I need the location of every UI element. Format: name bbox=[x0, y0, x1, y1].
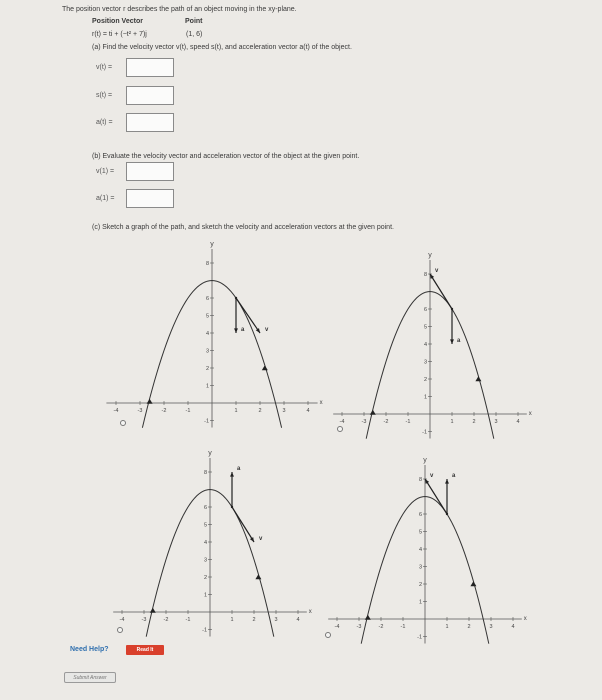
y-tick-label: 2 bbox=[418, 582, 422, 588]
y-tick-label: -1 bbox=[422, 429, 427, 436]
y-tick-label: 4 bbox=[205, 331, 209, 337]
y-tick-label: 4 bbox=[423, 342, 427, 348]
y-tick-label: 5 bbox=[423, 324, 427, 331]
acceleration-vector-label: a bbox=[457, 338, 461, 344]
need-help-label: Need Help? bbox=[70, 646, 109, 653]
acceleration-vector-head bbox=[445, 479, 449, 484]
part-a-prompt: (a) Find the velocity vector v(t), speed s(t), and acceleration vector a(t) of the object. bbox=[92, 44, 352, 51]
y-tick-label: 1 bbox=[203, 592, 207, 599]
read-it-button[interactable]: Read It bbox=[126, 645, 164, 655]
x-tick-label: 2 bbox=[467, 624, 471, 630]
y-tick-label: 6 bbox=[423, 307, 427, 313]
problem-intro: The position vector r describes the path of an object moving in the xy-plane. bbox=[62, 6, 297, 13]
position-vector-header: Position Vector bbox=[92, 18, 143, 25]
y-tick-label: 3 bbox=[205, 348, 209, 355]
x-tick-label: 3 bbox=[494, 419, 498, 425]
x-tick-label: 2 bbox=[252, 617, 256, 623]
y-tick-label: 5 bbox=[205, 313, 209, 320]
point-value: (1, 6) bbox=[186, 31, 203, 38]
y-tick-label: 5 bbox=[203, 522, 207, 529]
y-axis-label: y bbox=[428, 252, 432, 259]
x-tick-label: 3 bbox=[489, 624, 493, 630]
y-axis-label: y bbox=[210, 241, 214, 248]
y-tick-label: 8 bbox=[418, 477, 422, 483]
y-axis-label: y bbox=[423, 457, 427, 464]
x-tick-label: -2 bbox=[378, 624, 384, 630]
x-tick-label: -4 bbox=[113, 408, 119, 414]
y-tick-label: 8 bbox=[203, 470, 207, 476]
speed-label: s(t) = bbox=[96, 92, 113, 99]
x-tick-label: -2 bbox=[383, 419, 389, 425]
acceleration-vector-label: a bbox=[241, 327, 245, 333]
point-header: Point bbox=[185, 18, 203, 25]
direction-arrow bbox=[365, 615, 371, 620]
acceleration-vector-label: a bbox=[237, 466, 241, 472]
y-tick-label: 3 bbox=[423, 359, 427, 366]
velocity-vector-label: v bbox=[430, 473, 434, 479]
y-tick-label: 2 bbox=[423, 377, 427, 383]
x-tick-label: -2 bbox=[161, 408, 167, 414]
x-axis-label: x bbox=[523, 616, 527, 622]
x-axis-label: x bbox=[528, 411, 532, 417]
velocity-vector-label: v bbox=[435, 268, 439, 274]
y-tick-label: 4 bbox=[203, 540, 207, 546]
y-tick-label: 3 bbox=[418, 564, 422, 571]
x-tick-label: 2 bbox=[258, 408, 262, 414]
y-tick-label: 4 bbox=[418, 547, 422, 553]
x-tick-label: -1 bbox=[400, 624, 406, 630]
x-tick-label: 3 bbox=[282, 408, 286, 414]
acceleration-vector-label: a bbox=[452, 473, 456, 479]
x-tick-label: -2 bbox=[163, 617, 169, 623]
velocity-label: v(t) = bbox=[96, 64, 113, 71]
direction-arrow bbox=[470, 581, 476, 586]
velocity-vector-label: v bbox=[265, 327, 269, 333]
x-tick-label: -4 bbox=[119, 617, 125, 623]
y-tick-label: 6 bbox=[205, 296, 209, 302]
x-tick-label: 4 bbox=[511, 624, 515, 630]
x-tick-label: -3 bbox=[141, 617, 147, 623]
x-tick-label: -1 bbox=[185, 408, 191, 414]
velocity-vector-label: v bbox=[259, 536, 263, 542]
y-tick-label: 6 bbox=[203, 505, 207, 511]
x-tick-label: -1 bbox=[405, 419, 411, 425]
x-tick-label: -3 bbox=[356, 624, 362, 630]
y-tick-label: 1 bbox=[423, 394, 427, 401]
y-tick-label: -1 bbox=[417, 634, 422, 641]
y-tick-label: 2 bbox=[203, 575, 207, 581]
acceleration-label: a(t) = bbox=[96, 119, 113, 126]
position-vector-value: r(t) = ti + (−t² + 7)j bbox=[92, 31, 147, 38]
x-tick-label: -3 bbox=[137, 408, 143, 414]
y-tick-label: -1 bbox=[202, 627, 207, 634]
y-tick-label: 1 bbox=[205, 383, 209, 390]
x-tick-label: 2 bbox=[472, 419, 476, 425]
x-tick-label: 4 bbox=[306, 408, 310, 414]
x-axis-label: x bbox=[308, 609, 312, 615]
y-tick-label: 2 bbox=[205, 366, 209, 372]
x-tick-label: -4 bbox=[339, 419, 345, 425]
x-tick-label: 4 bbox=[296, 617, 300, 623]
y-tick-label: 8 bbox=[205, 261, 209, 267]
y-tick-label: -1 bbox=[204, 418, 209, 425]
x-tick-label: 1 bbox=[230, 617, 234, 623]
x-tick-label: 1 bbox=[234, 408, 238, 414]
y-axis-label: y bbox=[208, 450, 212, 457]
y-tick-label: 5 bbox=[418, 529, 422, 536]
x-tick-label: 3 bbox=[274, 617, 278, 623]
x-tick-label: -1 bbox=[185, 617, 191, 623]
y-tick-label: 1 bbox=[418, 599, 422, 606]
x-tick-label: 1 bbox=[445, 624, 449, 630]
submit-answer-button[interactable]: Submit Answer bbox=[64, 672, 116, 683]
velocity-at-1-label: v(1) = bbox=[96, 168, 115, 175]
x-tick-label: 1 bbox=[450, 419, 454, 425]
part-b-prompt: (b) Evaluate the velocity vector and acceleration vector of the object at the given point. bbox=[92, 153, 360, 160]
y-tick-label: 3 bbox=[203, 557, 207, 564]
graph-option-4-radio[interactable] bbox=[325, 632, 331, 638]
part-c-prompt: (c) Sketch a graph of the path, and sketch the velocity and acceleration vectors at the given point. bbox=[92, 224, 394, 231]
x-tick-label: -4 bbox=[334, 624, 340, 630]
x-tick-label: 4 bbox=[516, 419, 520, 425]
y-tick-label: 6 bbox=[418, 512, 422, 518]
y-tick-label: 8 bbox=[423, 272, 427, 278]
x-axis-label: x bbox=[319, 400, 323, 406]
acceleration-at-1-label: a(1) = bbox=[96, 195, 115, 202]
x-tick-label: -3 bbox=[361, 419, 367, 425]
